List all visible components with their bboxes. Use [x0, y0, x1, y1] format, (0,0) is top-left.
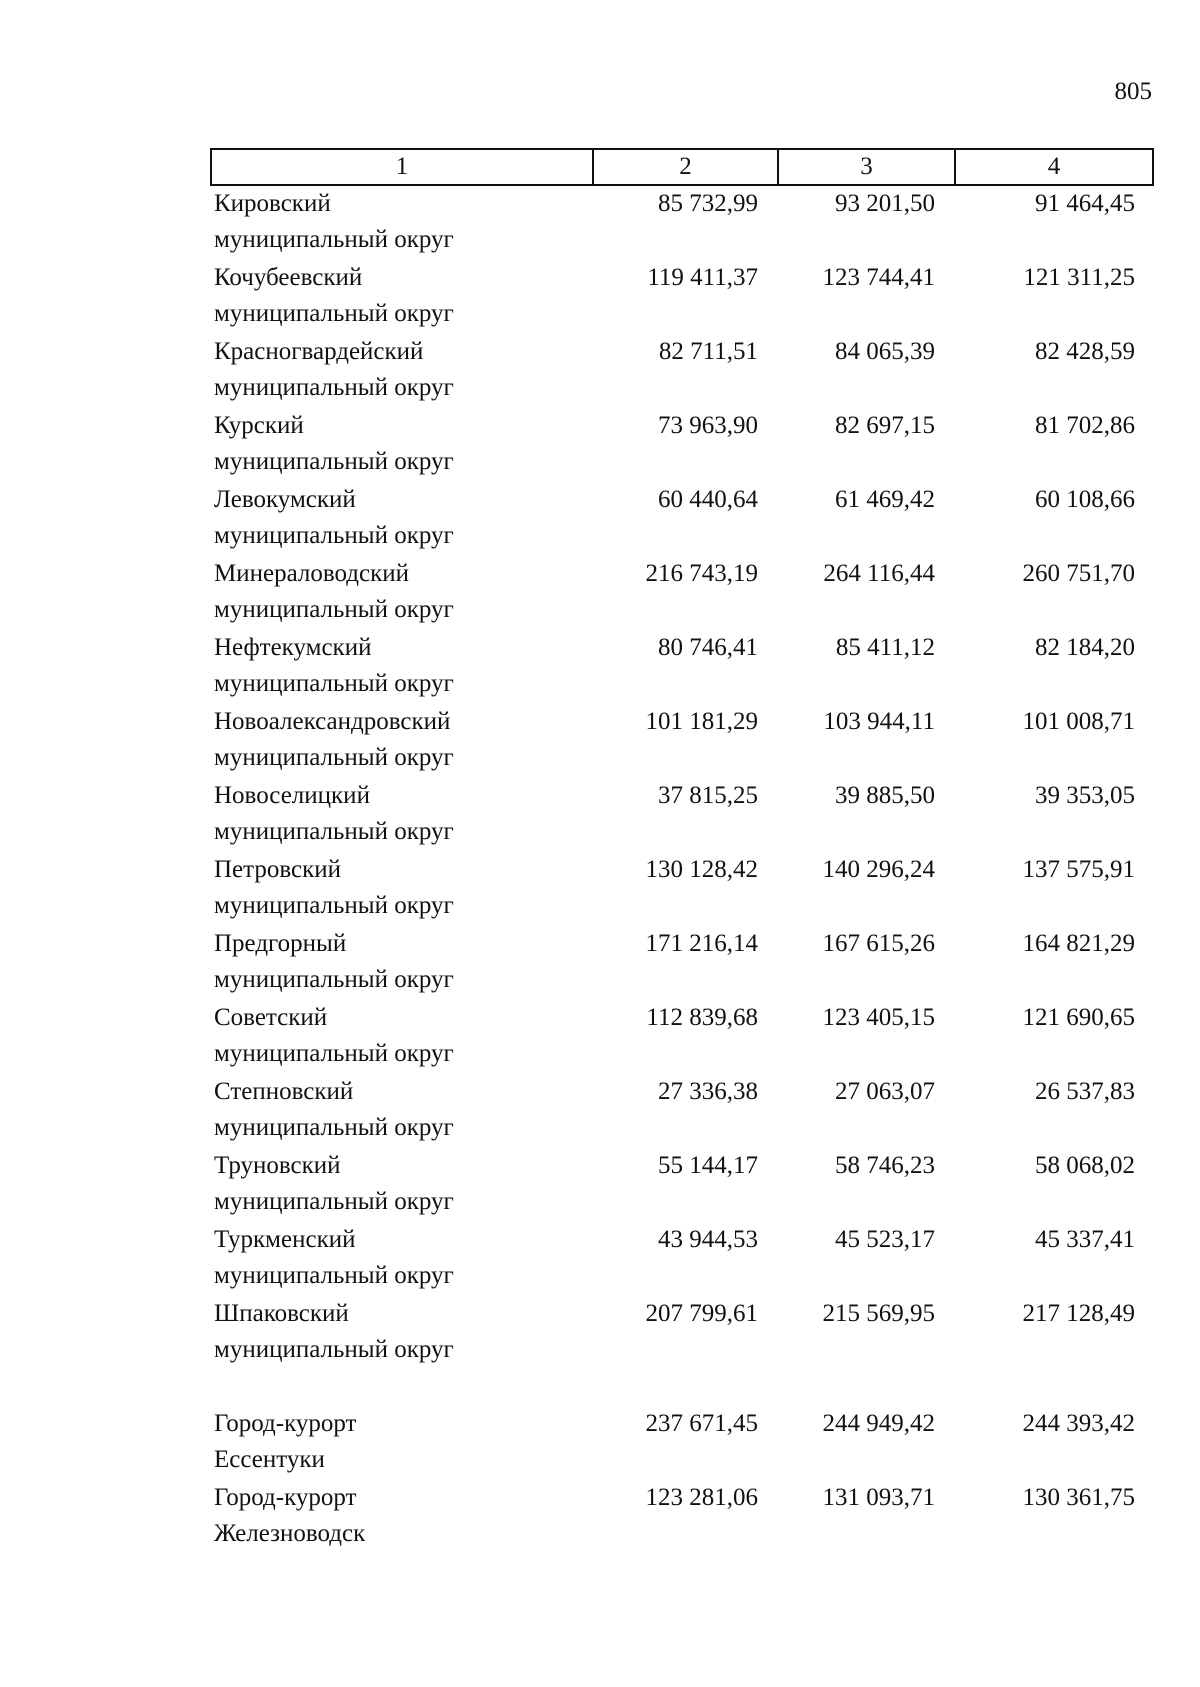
table-row	[211, 334, 1153, 408]
district-name-cell	[211, 926, 593, 1000]
district-name-cell	[211, 1222, 593, 1296]
district-name-line2: муниципальный округ	[214, 374, 454, 401]
value-cell-col3: 84 065,39	[835, 338, 935, 365]
value-cell-col2: 207 799,61	[645, 1300, 758, 1327]
district-name-line2: Ессентуки	[214, 1446, 325, 1473]
district-name-cell	[211, 482, 593, 556]
district-name-line2: муниципальный округ	[214, 744, 454, 771]
value-cell-col3: 39 885,50	[835, 782, 935, 809]
district-name-cell	[211, 704, 593, 778]
value-cell-col2: 119 411,37	[647, 264, 758, 291]
table-row	[211, 704, 1153, 778]
district-name-line2: муниципальный округ	[214, 596, 454, 623]
value-cell-col2: 43 944,53	[658, 1226, 758, 1253]
district-name-cell	[211, 185, 593, 260]
spacer-cell	[211, 1370, 1153, 1406]
district-name-line1: Кочубеевский	[214, 264, 363, 291]
page-number: 805	[1114, 78, 1152, 105]
table-row	[211, 482, 1153, 556]
table-header-row	[211, 149, 1153, 185]
value-cell-col4: 164 821,29	[1022, 930, 1135, 957]
table-spacer-row	[211, 1370, 1153, 1406]
district-name-line1: Шпаковский	[214, 1300, 349, 1327]
value-cell-col4: 82 428,59	[1035, 338, 1135, 365]
value-cell-col2: 85 732,99	[658, 190, 758, 217]
table-row	[211, 260, 1153, 334]
district-name-line1: Советский	[214, 1004, 328, 1031]
value-cell-col2: 73 963,90	[658, 412, 758, 439]
value-cell-col2: 171 216,14	[645, 930, 758, 957]
value-cell-col2: 123 281,06	[645, 1484, 758, 1511]
value-cell-col3: 58 746,23	[835, 1152, 935, 1179]
district-name-line1: Минераловодский	[214, 560, 410, 587]
value-cell-col4: 121 311,25	[1023, 264, 1135, 291]
column-header-1: 1	[211, 149, 593, 185]
value-cell-col2: 80 746,41	[658, 634, 758, 661]
column-header-2: 2	[593, 149, 778, 185]
value-cell-col4: 60 108,66	[1035, 486, 1135, 513]
table-row	[211, 1222, 1153, 1296]
district-name-line2: муниципальный округ	[214, 818, 454, 845]
value-cell-col2: 37 815,25	[658, 782, 758, 809]
district-name-cell	[211, 1074, 593, 1148]
district-name-line2: муниципальный округ	[214, 448, 454, 475]
value-cell-col3: 131 093,71	[822, 1484, 935, 1511]
district-name-line1: Город-курорт	[214, 1410, 357, 1437]
value-cell-col3: 93 201,50	[835, 190, 935, 217]
value-cell-col4: 58 068,02	[1035, 1152, 1135, 1179]
column-header-3: 3	[778, 149, 955, 185]
table-row	[211, 852, 1153, 926]
value-cell-col3: 123 744,41	[822, 264, 935, 291]
value-cell-col2: 130 128,42	[645, 856, 758, 883]
table-row	[211, 1480, 1153, 1554]
district-name-line1: Нефтекумский	[214, 634, 372, 661]
value-cell-col4: 244 393,42	[1022, 1410, 1135, 1437]
table-row	[211, 1000, 1153, 1074]
value-cell-col2: 82 711,51	[658, 338, 758, 365]
district-name-cell	[211, 1000, 593, 1074]
district-name-cell	[211, 556, 593, 630]
value-cell-col2: 237 671,45	[645, 1410, 758, 1437]
district-name-line2: муниципальный округ	[214, 1114, 454, 1141]
district-name-cell	[211, 408, 593, 482]
table-row	[211, 1296, 1153, 1370]
value-cell-col3: 103 944,11	[823, 708, 935, 735]
value-cell-col4: 137 575,91	[1022, 856, 1135, 883]
district-name-cell	[211, 1480, 593, 1554]
district-name-line2: муниципальный округ	[214, 300, 454, 327]
district-name-line2: муниципальный округ	[214, 1262, 454, 1289]
district-name-line1: Туркменский	[214, 1226, 356, 1253]
value-cell-col3: 244 949,42	[822, 1410, 935, 1437]
district-name-line2: муниципальный округ	[214, 892, 454, 919]
value-cell-col3: 61 469,42	[835, 486, 935, 513]
value-cell-col2: 60 440,64	[658, 486, 758, 513]
value-cell-col3: 123 405,15	[822, 1004, 935, 1031]
district-name-line2: Железноводск	[214, 1520, 366, 1547]
district-name-line2: муниципальный округ	[214, 1040, 454, 1067]
district-name-line2: муниципальный округ	[214, 1336, 454, 1363]
value-cell-col2: 55 144,17	[658, 1152, 758, 1179]
table-row	[211, 185, 1153, 260]
table-row	[211, 1074, 1153, 1148]
value-cell-col4: 91 464,45	[1035, 190, 1135, 217]
district-name-line1: Кировский	[214, 190, 331, 217]
value-cell-col4: 260 751,70	[1022, 560, 1135, 587]
value-cell-col3: 27 063,07	[835, 1078, 935, 1105]
value-cell-col3: 45 523,17	[835, 1226, 935, 1253]
value-cell-col4: 121 690,65	[1022, 1004, 1135, 1031]
value-cell-col2: 27 336,38	[658, 1078, 758, 1105]
table-row	[211, 778, 1153, 852]
table-row	[211, 408, 1153, 482]
district-name-cell	[211, 778, 593, 852]
district-name-line2: муниципальный округ	[214, 670, 454, 697]
table-body	[211, 185, 1153, 1554]
value-cell-col2: 216 743,19	[645, 560, 758, 587]
value-cell-col3: 140 296,24	[822, 856, 935, 883]
value-cell-col3: 167 615,26	[822, 930, 935, 957]
value-cell-col4: 130 361,75	[1022, 1484, 1135, 1511]
district-name-cell	[211, 630, 593, 704]
value-cell-col4: 81 702,86	[1035, 412, 1135, 439]
district-name-line1: Левокумский	[214, 486, 356, 513]
district-name-line2: муниципальный округ	[214, 1188, 454, 1215]
table-row	[211, 1148, 1153, 1222]
value-cell-col4: 45 337,41	[1035, 1226, 1135, 1253]
column-header-4: 4	[955, 149, 1153, 185]
value-cell-col4: 101 008,71	[1022, 708, 1135, 735]
district-name-line2: муниципальный округ	[214, 522, 454, 549]
district-name-line1: Курский	[214, 412, 304, 439]
district-name-line1: Новоселицкий	[214, 782, 370, 809]
district-name-cell	[211, 334, 593, 408]
value-cell-col3: 264 116,44	[823, 560, 935, 587]
value-cell-col4: 82 184,20	[1035, 634, 1135, 661]
district-name-line1: Степновский	[214, 1078, 354, 1105]
district-name-cell	[211, 1148, 593, 1222]
district-name-cell	[211, 1406, 593, 1480]
district-name-line1: Красногвардейский	[214, 338, 424, 365]
district-name-line1: Город-курорт	[214, 1484, 357, 1511]
table-row	[211, 926, 1153, 1000]
value-cell-col4: 217 128,49	[1022, 1300, 1135, 1327]
district-name-line1: Новоалександровский	[214, 708, 451, 735]
value-cell-col2: 112 839,68	[646, 1004, 758, 1031]
value-cell-col4: 39 353,05	[1035, 782, 1135, 809]
district-name-cell	[211, 260, 593, 334]
district-name-line1: Предгорный	[214, 930, 347, 957]
district-name-line2: муниципальный округ	[214, 966, 454, 993]
value-cell-col2: 101 181,29	[645, 708, 758, 735]
district-name-line1: Петровский	[214, 856, 342, 883]
budget-table	[210, 148, 1154, 1554]
value-cell-col3: 215 569,95	[822, 1300, 935, 1327]
table-row	[211, 630, 1153, 704]
table-row	[211, 556, 1153, 630]
value-cell-col3: 85 411,12	[835, 634, 935, 661]
district-name-line2: муниципальный округ	[214, 226, 454, 253]
district-name-cell	[211, 1296, 593, 1370]
value-cell-col3: 82 697,15	[835, 412, 935, 439]
district-name-line1: Труновский	[214, 1152, 341, 1179]
district-name-cell	[211, 852, 593, 926]
table-row	[211, 1406, 1153, 1480]
value-cell-col4: 26 537,83	[1035, 1078, 1135, 1105]
